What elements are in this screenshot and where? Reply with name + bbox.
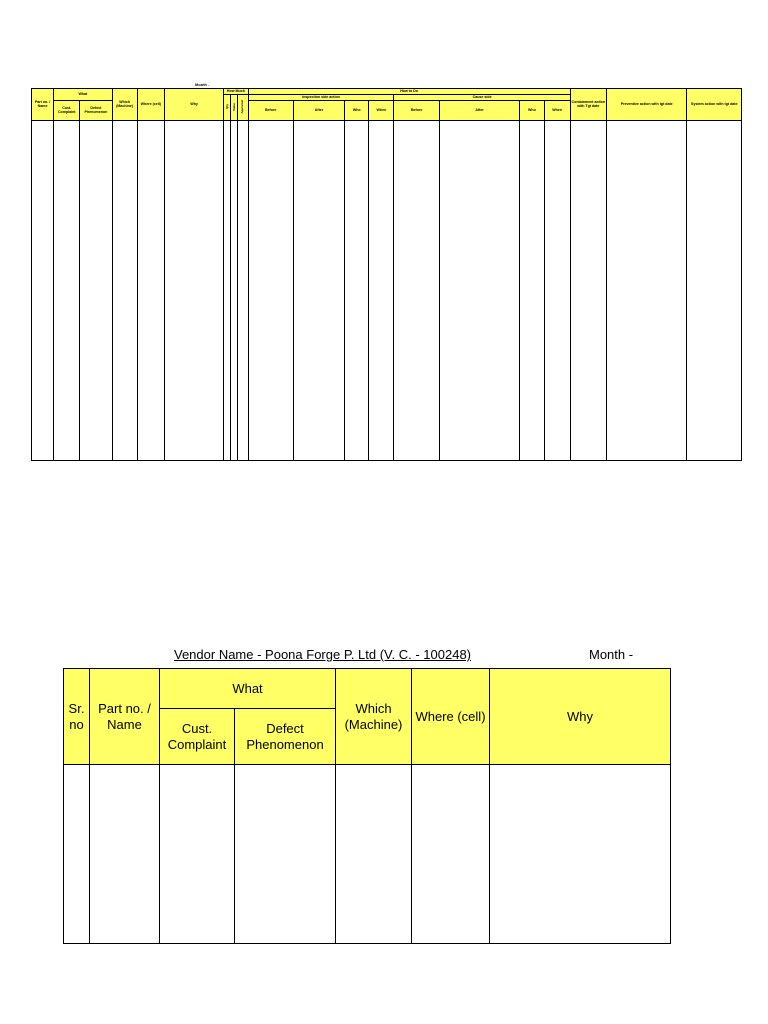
table-cell xyxy=(293,121,344,461)
small-header-system: System action with tgt date xyxy=(687,89,742,121)
big-header-which: Which (Machine) xyxy=(336,669,412,765)
big-header-part-no: Part no. / Name xyxy=(90,669,160,765)
table-cell xyxy=(80,121,112,461)
table-cell xyxy=(160,765,235,944)
table-cell xyxy=(345,121,369,461)
small-header-cause-side: Cause side xyxy=(394,95,570,101)
table-cell xyxy=(112,121,137,461)
small-header-inspection-side: Inspection side action xyxy=(248,95,394,101)
small-header-cause-when: When xyxy=(544,101,570,121)
table-cell xyxy=(64,765,90,944)
small-header-what: What xyxy=(54,89,112,101)
small-action-table xyxy=(31,88,742,461)
small-header-how-to-do: How to Do xyxy=(248,89,570,95)
small-header-insp-when: When xyxy=(369,101,394,121)
big-header-what: What xyxy=(160,669,336,709)
small-header-insp-who: Who xyxy=(345,101,369,121)
small-header-which: Which (Machine) xyxy=(112,89,137,121)
big-month-label: Month - xyxy=(589,647,634,662)
big-header-why: Why xyxy=(490,669,671,765)
small-header-defect-phenomenon: Defect Phenomenon xyxy=(80,101,112,121)
table-cell xyxy=(412,765,490,944)
table-cell xyxy=(137,121,164,461)
table-cell xyxy=(439,121,520,461)
small-header-cause-after: After xyxy=(439,101,520,121)
table-cell xyxy=(231,121,238,461)
small-header-appraisal: Appraisal xyxy=(240,99,245,114)
small-header-value: Value xyxy=(231,102,236,111)
table-cell xyxy=(369,121,394,461)
small-header-how-much: How Much xyxy=(224,89,248,95)
big-header-defect-phenomenon: Defect Phenomenon xyxy=(235,709,336,765)
table-cell xyxy=(32,121,54,461)
small-header-qty: Qty xyxy=(224,104,229,110)
small-header-cause-before: Before xyxy=(394,101,439,121)
table-cell xyxy=(90,765,160,944)
table-cell xyxy=(544,121,570,461)
table-cell xyxy=(336,765,412,944)
table-row xyxy=(64,765,671,944)
small-header-insp-before: Before xyxy=(248,101,293,121)
table-cell xyxy=(490,765,671,944)
big-header-where: Where (cell) xyxy=(412,669,490,765)
table-cell xyxy=(248,121,293,461)
vendor-name: Vendor Name - Poona Forge P. Ltd (V. C. - 100248) xyxy=(174,647,472,662)
table-row xyxy=(32,121,742,461)
small-header-where: Where (cell) xyxy=(137,89,164,121)
big-action-table xyxy=(63,668,671,944)
table-cell xyxy=(520,121,544,461)
small-header-part-no: Part no. / Name xyxy=(32,89,54,121)
table-cell xyxy=(238,121,248,461)
big-header-sr-no: Sr. no xyxy=(64,669,90,765)
table-cell xyxy=(164,121,223,461)
small-header-why: Why xyxy=(164,89,223,121)
table-cell xyxy=(394,121,439,461)
small-header-containment: Containment action with Tgt date xyxy=(570,89,606,121)
table-cell xyxy=(235,765,336,944)
small-header-preventive: Preventive action with tgt date xyxy=(606,89,687,121)
table-cell xyxy=(606,121,687,461)
big-header-cust-complaint: Cust. Complaint xyxy=(160,709,235,765)
small-header-cause-who: Who xyxy=(520,101,544,121)
small-header-insp-after: After xyxy=(293,101,344,121)
table-cell xyxy=(687,121,742,461)
table-cell xyxy=(570,121,606,461)
small-month-label: Month - xyxy=(195,82,210,87)
table-cell xyxy=(224,121,231,461)
table-cell xyxy=(54,121,80,461)
small-header-cust-complaint: Cust. Complaint xyxy=(54,101,80,121)
